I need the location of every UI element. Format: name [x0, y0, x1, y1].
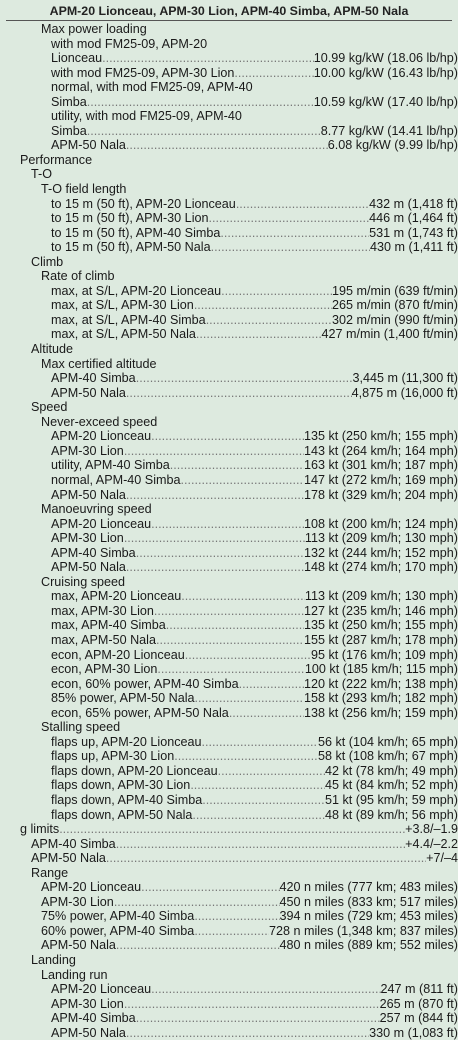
- spec-row: [0, 371, 458, 386]
- spec-value: 120 kt (222 km/h; 138 mph): [303, 676, 458, 691]
- spec-label: Manoeuvring speed: [41, 502, 152, 517]
- spec-value: 42 kt (78 km/h; 49 mph): [325, 763, 458, 778]
- spec-label: flaps down, APM-20 Lionceau: [51, 763, 218, 778]
- spec-row: [0, 138, 458, 153]
- spec-value: 113 kt (209 km/h; 130 mph): [304, 589, 458, 604]
- spec-row: [0, 662, 458, 677]
- leader-dots: [157, 662, 305, 677]
- spec-row: [0, 124, 458, 139]
- leader-dots: [136, 546, 304, 561]
- spec-label: with mod FM25-09, APM-30 Lion: [51, 65, 235, 80]
- leader-dots: [181, 473, 304, 488]
- spec-value: 143 kt (264 km/h; 164 mph): [303, 443, 458, 458]
- leader-dots: [218, 764, 325, 779]
- spec-label: Max certified altitude: [41, 356, 157, 371]
- spec-label: APM-30 Lion: [51, 996, 124, 1011]
- spec-value: 155 kt (287 km/h; 178 mph): [303, 632, 458, 647]
- leader-dots: [116, 837, 405, 852]
- spec-label: max, APM-30 Lion: [51, 603, 154, 618]
- spec-row: [0, 822, 458, 837]
- spec-row: [0, 648, 458, 663]
- spec-label: APM-50 Nala: [51, 138, 126, 153]
- spec-row: [0, 1026, 458, 1040]
- spec-label: APM-40 Simba: [51, 371, 136, 386]
- spec-value: 10.59 kg/kW (17.40 lb/hp): [313, 94, 458, 109]
- leader-dots: [194, 298, 332, 313]
- spec-value: 8.77 kg/kW (14.41 lb/hp): [320, 123, 458, 138]
- spec-label: APM-40 Simba: [51, 545, 136, 560]
- spec-row: [0, 778, 458, 793]
- spec-row: [0, 458, 458, 473]
- spec-value: 138 kt (256 km/h; 159 mph): [303, 705, 458, 720]
- spec-label: Max power loading: [41, 22, 147, 36]
- spec-label: Range: [31, 865, 69, 880]
- spec-row: [0, 982, 458, 997]
- leader-dots: [126, 560, 304, 575]
- leader-dots: [102, 51, 314, 66]
- spec-value: 265 m (870 ft): [379, 996, 458, 1011]
- spec-heading: [0, 182, 458, 197]
- spec-value: 432 m (1,418 ft): [369, 196, 458, 211]
- spec-value: 394 n miles (729 km; 453 miles): [279, 909, 458, 924]
- leader-dots: [87, 95, 314, 110]
- spec-label: to 15 m (50 ft), APM-30 Lion: [51, 211, 209, 226]
- spec-row: [0, 589, 458, 604]
- spec-row: [0, 298, 458, 313]
- spec-label: max, at S/L, APM-40 Simba: [51, 312, 206, 327]
- spec-label: Simba: [51, 123, 87, 138]
- spec-value: +3.8/–1.9: [405, 822, 458, 837]
- leader-dots: [181, 589, 305, 604]
- leader-dots: [195, 691, 304, 706]
- leader-dots: [202, 735, 318, 750]
- spec-label: Speed: [31, 400, 68, 415]
- leader-dots: [141, 880, 279, 895]
- spec-value: 446 m (1,464 ft): [369, 211, 458, 226]
- spec-label: APM-30 Lion: [51, 443, 124, 458]
- spec-label: APM-40 Simba: [51, 1011, 136, 1026]
- leader-dots: [196, 327, 322, 342]
- spec-label: APM-40 Simba: [31, 836, 116, 851]
- spec-row: [0, 677, 458, 692]
- spec-list: [0, 21, 458, 1040]
- spec-label: T-O field length: [41, 182, 127, 197]
- leader-dots: [170, 458, 304, 473]
- spec-row: [0, 473, 458, 488]
- spec-value: 728 n miles (1,348 km; 837 miles): [269, 923, 458, 938]
- spec-label: max, at S/L, APM-50 Nala: [51, 327, 196, 342]
- leader-dots: [126, 1026, 369, 1040]
- spec-row: [0, 851, 458, 866]
- spec-label: with mod FM25-09, APM-20: [51, 36, 208, 51]
- spec-label: APM-20 Lionceau: [51, 516, 152, 531]
- spec-row: [0, 924, 458, 939]
- leader-dots: [194, 909, 279, 924]
- spec-row: [0, 764, 458, 779]
- spec-heading: [0, 37, 458, 52]
- spec-value: 58 kt (108 km/h; 67 mph): [318, 749, 458, 764]
- spec-label: econ, APM-20 Lionceau: [51, 647, 185, 662]
- spec-value: 10.99 kg/kW (18.06 lb/hp): [313, 51, 458, 66]
- leader-dots: [151, 982, 380, 997]
- spec-value: 127 kt (235 km/h; 146 mph): [303, 603, 458, 618]
- leader-dots: [239, 677, 304, 692]
- spec-row: [0, 706, 458, 721]
- spec-row: [0, 604, 458, 619]
- page-title: APM-20 Lionceau, APM-30 Lion, APM-40 Simba, APM-50 Nala: [6, 0, 452, 21]
- spec-value: 158 kt (293 km/h; 182 mph): [303, 691, 458, 706]
- spec-row: [0, 531, 458, 546]
- spec-label: flaps down, APM-30 Lion: [51, 778, 191, 793]
- spec-value: 10.00 kg/kW (16.43 lb/hp): [313, 65, 458, 80]
- spec-label: Lionceau: [51, 51, 103, 66]
- spec-label: APM-20 Lionceau: [51, 982, 152, 997]
- spec-value: 330 m (1,083 ft): [369, 1025, 458, 1040]
- spec-value: 430 m (1,411 ft): [370, 240, 458, 255]
- spec-value: 257 m (844 ft): [379, 1011, 458, 1026]
- spec-value: 132 kt (244 km/h; 152 mph): [303, 545, 458, 560]
- spec-label: to 15 m (50 ft), APM-20 Lionceau: [51, 196, 236, 211]
- spec-label: APM-30 Lion: [41, 894, 114, 909]
- spec-label: Stalling speed: [41, 720, 121, 735]
- spec-label: T-O: [31, 167, 52, 182]
- spec-row: [0, 240, 458, 255]
- leader-dots: [106, 851, 426, 866]
- spec-heading: [0, 502, 458, 517]
- spec-label: max, APM-50 Nala: [51, 632, 156, 647]
- leader-dots: [174, 749, 318, 764]
- spec-label: APM-50 Nala: [51, 560, 126, 575]
- spec-row: [0, 51, 458, 66]
- spec-heading: [0, 575, 458, 590]
- spec-row: [0, 488, 458, 503]
- spec-value: 148 kt (274 km/h; 170 mph): [303, 560, 458, 575]
- spec-row: [0, 284, 458, 299]
- spec-value: 3,445 m (11,300 ft): [352, 371, 458, 386]
- spec-label: Landing run: [41, 967, 108, 982]
- spec-heading: [0, 866, 458, 881]
- spec-label: APM-20 Lionceau: [41, 880, 142, 895]
- spec-row: [0, 618, 458, 633]
- spec-value: 178 kt (329 km/h; 204 mph): [303, 487, 458, 502]
- leader-dots: [126, 138, 328, 153]
- spec-label: APM-50 Nala: [41, 938, 116, 953]
- spec-row: [0, 429, 458, 444]
- spec-row: [0, 327, 458, 342]
- spec-heading: [0, 22, 458, 37]
- spec-value: +4.4/–2.2: [405, 836, 458, 851]
- spec-label: max, at S/L, APM-30 Lion: [51, 298, 194, 313]
- spec-label: to 15 m (50 ft), APM-50 Nala: [51, 240, 211, 255]
- spec-value: 48 kt (89 km/h; 56 mph): [325, 807, 458, 822]
- spec-value: 95 kt (176 km/h; 109 mph): [311, 647, 458, 662]
- spec-label: Performance: [20, 152, 93, 167]
- spec-row: [0, 691, 458, 706]
- spec-label: 60% power, APM-40 Simba: [41, 923, 195, 938]
- spec-label: econ, 65% power, APM-50 Nala: [51, 705, 229, 720]
- spec-label: utility, with mod FM25-09, APM-40: [51, 109, 242, 124]
- spec-label: Landing: [31, 953, 76, 967]
- spec-row: [0, 808, 458, 823]
- leader-dots: [229, 706, 304, 721]
- leader-dots: [220, 226, 369, 241]
- spec-row: [0, 1011, 458, 1026]
- spec-label: Rate of climb: [41, 269, 115, 284]
- leader-dots: [126, 386, 352, 401]
- spec-row: [0, 313, 458, 328]
- leader-dots: [136, 371, 353, 386]
- spec-value: 247 m (811 ft): [380, 982, 458, 997]
- leader-dots: [114, 895, 280, 910]
- spec-row: [0, 938, 458, 953]
- spec-heading: [0, 415, 458, 430]
- leader-dots: [166, 618, 304, 633]
- spec-label: flaps down, APM-40 Simba: [51, 792, 203, 807]
- spec-label: APM-50 Nala: [51, 487, 126, 502]
- spec-row: [0, 633, 458, 648]
- spec-value: 51 kt (95 km/h; 59 mph): [325, 792, 458, 807]
- spec-row: [0, 386, 458, 401]
- spec-row: [0, 749, 458, 764]
- leader-dots: [190, 778, 325, 793]
- spec-label: APM-50 Nala: [51, 1025, 126, 1040]
- spec-heading: [0, 153, 458, 168]
- spec-row: [0, 66, 458, 81]
- spec-value: 4,875 m (16,000 ft): [351, 385, 458, 400]
- spec-label: APM-20 Lionceau: [51, 429, 152, 444]
- spec-value: 56 kt (104 km/h; 65 mph): [318, 734, 458, 749]
- spec-value: 45 kt (84 km/h; 52 mph): [325, 778, 458, 793]
- leader-dots: [124, 997, 380, 1012]
- spec-value: 480 n miles (889 km; 552 miles): [279, 938, 458, 953]
- spec-row: [0, 226, 458, 241]
- leader-dots: [209, 211, 370, 226]
- leader-dots: [211, 240, 370, 255]
- spec-label: econ, 60% power, APM-40 Simba: [51, 676, 239, 691]
- spec-value: 450 n miles (833 km; 517 miles): [279, 894, 458, 909]
- spec-label: flaps down, APM-50 Nala: [51, 807, 193, 822]
- spec-heading: [0, 80, 458, 95]
- spec-row: [0, 837, 458, 852]
- spec-row: [0, 95, 458, 110]
- spec-label: APM-50 Nala: [51, 385, 126, 400]
- leader-dots: [221, 284, 332, 299]
- leader-dots: [236, 197, 369, 212]
- leader-dots: [136, 1011, 380, 1026]
- leader-dots: [206, 313, 332, 328]
- leader-dots: [126, 488, 304, 503]
- spec-value: +7/–4: [426, 851, 458, 866]
- spec-heading: [0, 269, 458, 284]
- spec-label: Cruising speed: [41, 574, 126, 589]
- spec-heading: [0, 400, 458, 415]
- spec-heading: [0, 953, 458, 968]
- spec-value: 135 kt (250 km/h; 155 mph): [303, 618, 458, 633]
- spec-label: g limits: [20, 822, 60, 837]
- leader-dots: [116, 938, 280, 953]
- spec-label: Simba: [51, 94, 87, 109]
- leader-dots: [185, 648, 311, 663]
- spec-value: 147 kt (272 km/h; 169 mph): [303, 472, 458, 487]
- leader-dots: [87, 124, 321, 139]
- spec-label: Altitude: [31, 342, 74, 357]
- leader-dots: [151, 517, 304, 532]
- spec-label: max, APM-20 Lionceau: [51, 589, 182, 604]
- spec-row: [0, 735, 458, 750]
- spec-row: [0, 211, 458, 226]
- spec-label: econ, APM-30 Lion: [51, 662, 158, 677]
- spec-label: max, at S/L, APM-20 Lionceau: [51, 283, 222, 298]
- spec-heading: [0, 968, 458, 983]
- leader-dots: [202, 793, 325, 808]
- spec-value: 163 kt (301 km/h; 187 mph): [303, 458, 458, 473]
- spec-label: normal, APM-40 Simba: [51, 472, 181, 487]
- spec-value: 135 kt (250 km/h; 155 mph): [303, 429, 458, 444]
- spec-label: flaps up, APM-20 Lionceau: [51, 734, 202, 749]
- spec-value: 420 n miles (777 km; 483 miles): [279, 880, 458, 895]
- spec-heading: [0, 357, 458, 372]
- spec-row: [0, 197, 458, 212]
- spec-value: 531 m (1,743 ft): [369, 225, 458, 240]
- leader-dots: [124, 531, 305, 546]
- leader-dots: [151, 429, 304, 444]
- spec-heading: [0, 720, 458, 735]
- spec-row: [0, 880, 458, 895]
- spec-label: APM-30 Lion: [51, 531, 124, 546]
- spec-label: Climb: [31, 254, 64, 269]
- spec-value: 195 m/min (639 ft/min): [332, 283, 458, 298]
- spec-row: [0, 895, 458, 910]
- spec-heading: [0, 342, 458, 357]
- spec-label: normal, with mod FM25-09, APM-40: [51, 80, 253, 95]
- spec-label: 75% power, APM-40 Simba: [41, 909, 195, 924]
- spec-label: 85% power, APM-50 Nala: [51, 691, 195, 706]
- spec-row: [0, 546, 458, 561]
- leader-dots: [192, 808, 325, 823]
- spec-label: utility, APM-40 Simba: [51, 458, 170, 473]
- spec-value: 113 kt (209 km/h; 130 mph): [304, 531, 458, 546]
- spec-heading: [0, 109, 458, 124]
- spec-label: APM-50 Nala: [31, 851, 106, 866]
- spec-row: [0, 997, 458, 1012]
- spec-value: 108 kt (200 km/h; 124 mph): [303, 516, 458, 531]
- leader-dots: [154, 604, 304, 619]
- leader-dots: [234, 66, 313, 81]
- spec-row: [0, 560, 458, 575]
- spec-value: 427 m/min (1,400 ft/min): [321, 327, 458, 342]
- spec-value: 6.08 kg/kW (9.99 lb/hp): [327, 138, 458, 153]
- spec-label: flaps up, APM-30 Lion: [51, 749, 175, 764]
- spec-row: [0, 909, 458, 924]
- leader-dots: [156, 633, 304, 648]
- spec-label: Never-exceed speed: [41, 414, 158, 429]
- spec-heading: [0, 167, 458, 182]
- spec-row: [0, 793, 458, 808]
- leader-dots: [59, 822, 405, 837]
- spec-heading: [0, 255, 458, 270]
- leader-dots: [124, 444, 304, 459]
- leader-dots: [194, 924, 269, 939]
- spec-value: 265 m/min (870 ft/min): [332, 298, 458, 313]
- spec-value: 100 kt (185 km/h; 115 mph): [304, 662, 458, 677]
- spec-label: max, APM-40 Simba: [51, 618, 166, 633]
- spec-value: 302 m/min (990 ft/min): [332, 312, 458, 327]
- spec-row: [0, 444, 458, 459]
- spec-row: [0, 517, 458, 532]
- spec-label: to 15 m (50 ft), APM-40 Simba: [51, 225, 221, 240]
